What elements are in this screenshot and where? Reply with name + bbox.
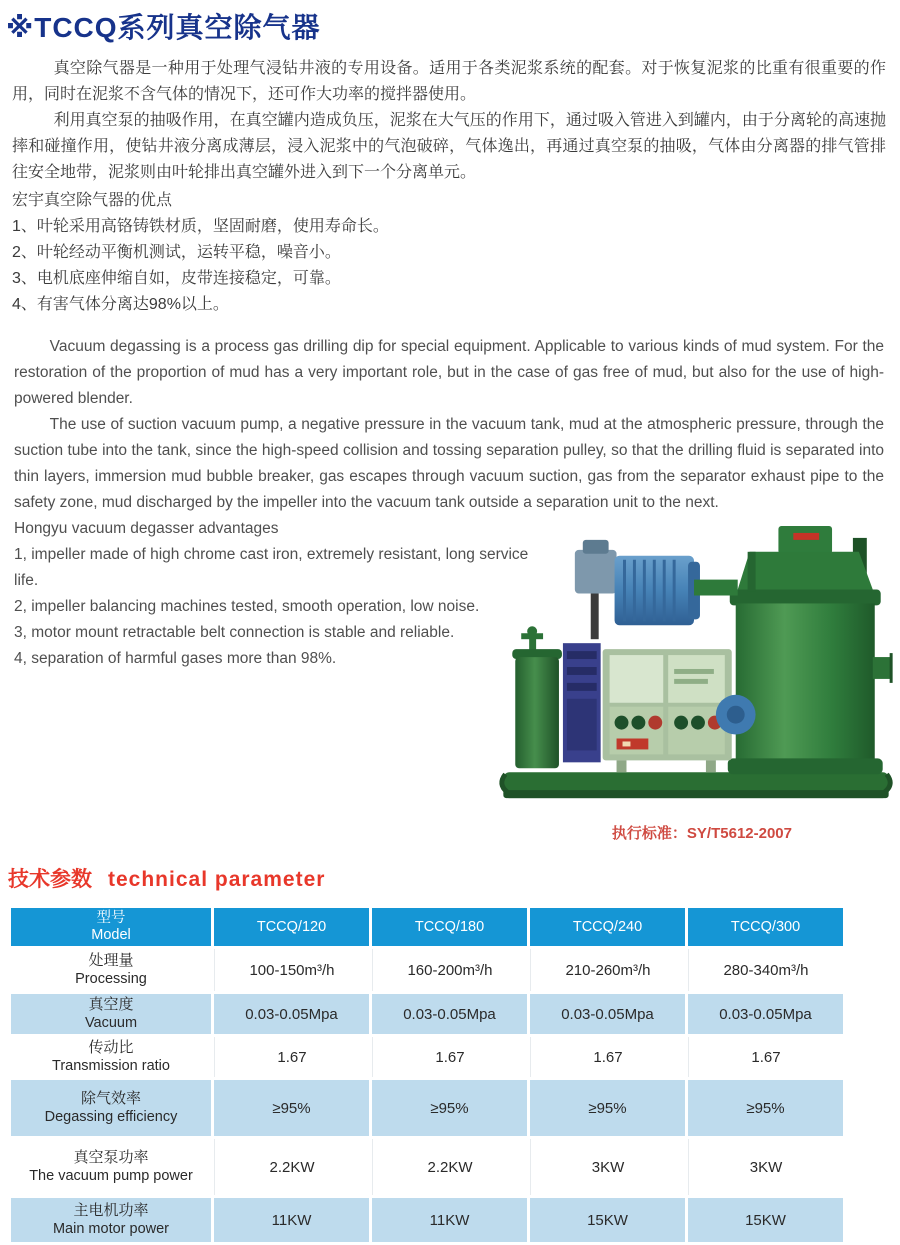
- en-advantages-list: [14, 516, 554, 672]
- cell-value: 11KW: [372, 1198, 527, 1242]
- cell-value: 15KW: [688, 1198, 843, 1242]
- chinese-description: [12, 56, 886, 318]
- cn-advantage-item: 4、有害气体分离达98%以上。: [12, 296, 229, 313]
- table-row: [11, 1080, 843, 1136]
- product-document-page: [0, 6, 900, 1237]
- technical-parameter-table: [8, 905, 846, 1245]
- cell-value: 15KW: [530, 1198, 685, 1242]
- vacuum-tank: [728, 526, 893, 774]
- page-title: ※TCCQ系列真空除气器: [6, 12, 321, 43]
- cell-value: 0.03-0.05Mpa: [530, 994, 685, 1034]
- cell-value: 100-150m³/h: [214, 949, 369, 991]
- heading-en: technical parameter: [108, 868, 326, 891]
- table-row: [11, 949, 843, 991]
- execution-standard-note: 执行标准：SY/T5612-2007: [611, 825, 792, 842]
- cn-paragraph: 真空除气器是一种用于处理气浸钻井液的专用设备。适用于各类泥浆系统的配套。对于恢复泥浆的比重有很重要的作用，同时在泥浆不含气体的情况下，还可作大功率的搅拌器使用。: [12, 60, 886, 103]
- english-description: [14, 334, 884, 516]
- cn-advantage-item: 2、叶轮经动平衡机测试，运转平稳，噪音小。: [12, 244, 341, 261]
- cell-value: 1.67: [530, 1037, 685, 1077]
- cell-value: 0.03-0.05Mpa: [214, 994, 369, 1034]
- row-label: 真空度 Vacuum: [11, 994, 211, 1034]
- cell-value: 1.67: [372, 1037, 527, 1077]
- control-cabinet: [603, 649, 732, 772]
- cell-value: 0.03-0.05Mpa: [688, 994, 843, 1034]
- table-row: [11, 994, 843, 1034]
- cell-value: 0.03-0.05Mpa: [372, 994, 527, 1034]
- cell-value: 210-260m³/h: [530, 949, 685, 991]
- cn-advantages-title: 宏宇真空除气器的优点: [12, 192, 173, 209]
- cell-value: 2.2KW: [372, 1139, 527, 1195]
- table-row: [11, 1198, 843, 1242]
- en-advantage-item: 3, motor mount retractable belt connection is stable and reliable.: [14, 624, 455, 641]
- en-advantage-item: 4, separation of harmful gases more than 98%.: [14, 650, 337, 667]
- cell-value: 11KW: [214, 1198, 369, 1242]
- cell-value: ≥95%: [372, 1080, 527, 1136]
- cell-value: 160-200m³/h: [372, 949, 527, 991]
- table-row: [11, 1037, 843, 1077]
- row-label: 传动比 Transmission ratio: [11, 1037, 211, 1077]
- cell-value: 3KW: [688, 1139, 843, 1195]
- column-header: TCCQ/240: [530, 908, 685, 946]
- cn-advantage-item: 3、电机底座伸缩自如，皮带连接稳定，可靠。: [12, 270, 341, 287]
- cell-value: ≥95%: [530, 1080, 685, 1136]
- base-skid: [502, 772, 890, 798]
- cell-value: 3KW: [530, 1139, 685, 1195]
- row-label: 真空泵功率 The vacuum pump power: [11, 1139, 211, 1195]
- vacuum-pump: [716, 695, 756, 735]
- en-paragraph: The use of suction vacuum pump, a negative pressure in the vacuum tank, mud at the atmospheric pressure, through the suction tube into the tank, since the high-speed collision and tossing separation pulley, so that the drilling fluid is separated into thin layers, immersion mud bubble breaker, gas escapes through vacuum suction, gas from the separator exhaust pipe to the safety zone, mud discharged by the impeller into the vacuum tank outside a separation unit to the next.: [14, 416, 884, 511]
- model-label-cn: 型号: [96, 910, 126, 926]
- en-advantage-item: 2, impeller balancing machines tested, smooth operation, low noise.: [14, 598, 480, 615]
- model-label-en: Model: [91, 927, 131, 943]
- heading-cn: 技术参数: [8, 868, 92, 891]
- row-label: 除气效率 Degassing efficiency: [11, 1080, 211, 1136]
- cell-value: 2.2KW: [214, 1139, 369, 1195]
- electric-unit: [563, 643, 601, 762]
- row-label: 主电机功率 Main motor power: [11, 1198, 211, 1242]
- cell-value: ≥95%: [214, 1080, 369, 1136]
- product-photo: [498, 524, 894, 810]
- motor-assembly: [575, 540, 738, 639]
- technical-parameter-heading: [8, 863, 900, 893]
- table-row: [11, 1139, 843, 1195]
- cell-value: 1.67: [214, 1037, 369, 1077]
- vacuum-degasser-illustration: [498, 524, 894, 810]
- en-advantages-title: Hongyu vacuum degasser advantages: [14, 520, 279, 537]
- cell-value: 280-340m³/h: [688, 949, 843, 991]
- column-header: TCCQ/120: [214, 908, 369, 946]
- cell-value: 1.67: [688, 1037, 843, 1077]
- column-header: TCCQ/180: [372, 908, 527, 946]
- table-header-row: [11, 908, 843, 946]
- advantages-and-photo-zone: [14, 516, 886, 816]
- model-header-cell: [11, 908, 211, 946]
- cell-value: ≥95%: [688, 1080, 843, 1136]
- cn-paragraph: 利用真空泵的抽吸作用，在真空罐内造成负压，泥浆在大气压的作用下，通过吸入管进入到罐内，由于分离轮的高速抛摔和碰撞作用，使钻井液分离成薄层，浸入泥浆中的气泡破碎，气体逸出，再通过真空泵的抽吸，气体由分离器的排气管排往安全地带，泥浆则由叶轮排出真空罐外进入到下一个分离单元。: [12, 112, 886, 181]
- row-label: 处理量 Processing: [11, 949, 211, 991]
- small-tank: [512, 626, 562, 768]
- cn-advantage-item: 1、叶轮采用高铬铸铁材质，坚固耐磨，使用寿命长。: [12, 218, 389, 235]
- en-advantage-item: 1, impeller made of high chrome cast iron, extremely resistant, long service life.: [14, 546, 529, 589]
- en-paragraph: Vacuum degassing is a process gas drilling dip for special equipment. Applicable to various kinds of mud system. For the restoration of the proportion of mud has a very important role, but in the case of gas free of mud, but also for the use of high-powered blender.: [14, 338, 884, 407]
- column-header: TCCQ/300: [688, 908, 843, 946]
